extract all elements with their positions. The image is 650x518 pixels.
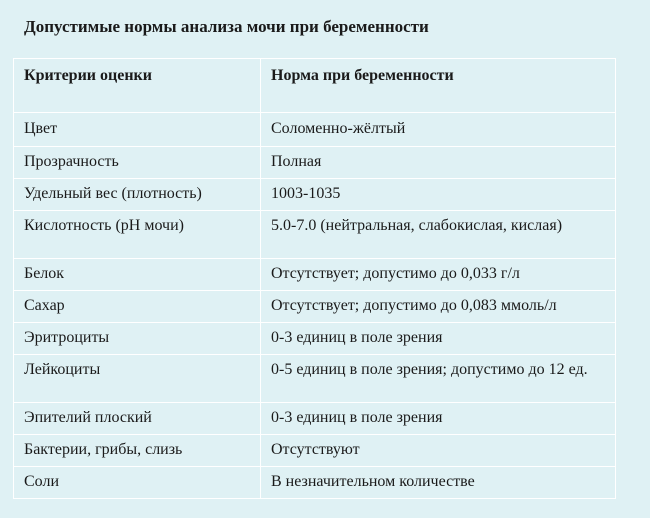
norm-cell: Отсутствуют bbox=[261, 435, 616, 467]
criterion-cell: Лейкоциты bbox=[14, 355, 261, 403]
norm-cell: Соломенно-жёлтый bbox=[261, 113, 616, 147]
table-row bbox=[14, 211, 616, 259]
table-row bbox=[14, 113, 616, 147]
criterion-cell: Соли bbox=[14, 467, 261, 499]
norm-cell: 0-3 единиц в поле зрения bbox=[261, 403, 616, 435]
table-row bbox=[14, 179, 616, 211]
norm-cell: 1003-1035 bbox=[261, 179, 616, 211]
table-row bbox=[14, 467, 616, 499]
table-row bbox=[14, 291, 616, 323]
criterion-cell: Удельный вес (плотность) bbox=[14, 179, 261, 211]
table-row bbox=[14, 435, 616, 467]
table-header-row bbox=[14, 59, 616, 113]
criterion-cell: Бактерии, грибы, слизь bbox=[14, 435, 261, 467]
table-row bbox=[14, 403, 616, 435]
norm-cell: Отсутствует; допустимо до 0,083 ммоль/л bbox=[261, 291, 616, 323]
criterion-cell: Прозрачность bbox=[14, 147, 261, 179]
page-title: Допустимые нормы анализа мочи при беременности bbox=[24, 17, 429, 36]
column-header-norm: Норма при беременности bbox=[261, 59, 616, 113]
norms-table bbox=[13, 58, 616, 499]
column-header-criteria: Критерии оценки bbox=[14, 59, 261, 113]
table-row bbox=[14, 355, 616, 403]
norm-cell: 0-5 единиц в поле зрения; допустимо до 12 ед. bbox=[261, 355, 616, 403]
norm-cell: В незначительном количестве bbox=[261, 467, 616, 499]
criterion-cell: Цвет bbox=[14, 113, 261, 147]
norm-cell: 5.0-7.0 (нейтральная, слабокислая, кислая) bbox=[261, 211, 616, 259]
norm-cell: 0-3 единиц в поле зрения bbox=[261, 323, 616, 355]
norm-cell: Отсутствует; допустимо до 0,033 г/л bbox=[261, 259, 616, 291]
criterion-cell: Эпителий плоский bbox=[14, 403, 261, 435]
table-row bbox=[14, 147, 616, 179]
criterion-cell: Белок bbox=[14, 259, 261, 291]
criterion-cell: Сахар bbox=[14, 291, 261, 323]
table-row bbox=[14, 259, 616, 291]
norm-cell: Полная bbox=[261, 147, 616, 179]
criterion-cell: Кислотность (pH мочи) bbox=[14, 211, 261, 259]
table-row bbox=[14, 323, 616, 355]
criterion-cell: Эритроциты bbox=[14, 323, 261, 355]
